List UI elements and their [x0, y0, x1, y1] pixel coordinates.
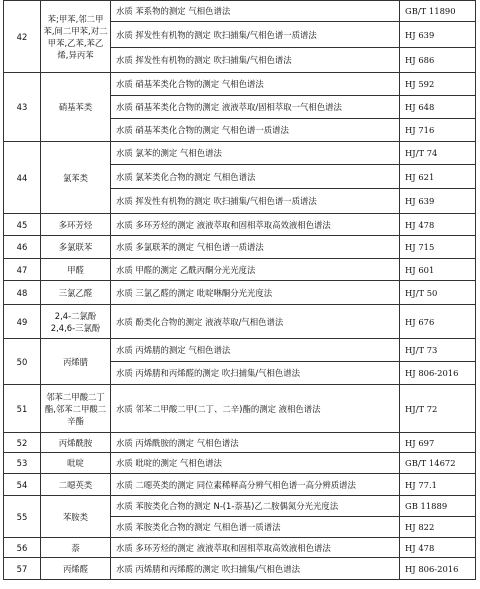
- standard-number-text: HJ 648: [405, 102, 435, 112]
- analysis-method: 水质 酚类化合物的测定 液液萃取/气相色谱法: [111, 305, 400, 339]
- analysis-method: 水质 二噁英类的测定 同位素稀释高分辨气相色谱一高分辨质谱法: [111, 474, 400, 496]
- table-row: [4, 259, 476, 281]
- pollutant-name: 吡啶: [41, 453, 111, 474]
- analysis-method: 水质 多环芳烃的测定 液液萃取和固相萃取高效液相色谱法: [111, 214, 400, 236]
- standard-number-text: HJ/T 73: [405, 345, 438, 355]
- standard-number: [400, 433, 476, 453]
- standard-number-text: HJ 592: [405, 79, 435, 89]
- item-number: 56: [4, 538, 41, 558]
- standard-number-text: HJ 716: [405, 125, 435, 135]
- table-row: [4, 385, 476, 433]
- standard-number: [400, 189, 476, 214]
- table-row: [4, 538, 476, 558]
- table-row: [4, 214, 476, 236]
- standard-number-text: HJ 806-2016: [405, 368, 459, 378]
- analysis-method: 水质 三氯乙醛的测定 吡啶啉酮分光光度法: [111, 281, 400, 305]
- standard-number-text: HJ 601: [405, 264, 435, 275]
- standard-number: [400, 1, 476, 22]
- item-number: 47: [4, 259, 41, 281]
- standard-number: [400, 96, 476, 119]
- table-row: [4, 281, 476, 305]
- analysis-method: 水质 多环芳烃的测定 液液萃取和固相萃取高效液相色谱法: [111, 538, 400, 558]
- standard-number-text: HJ 77.1: [405, 479, 437, 490]
- table-row: [4, 1, 476, 22]
- standard-number: [400, 165, 476, 189]
- pollutant-name: 多氯联苯: [41, 236, 111, 259]
- standard-number: [400, 305, 476, 339]
- analysis-method: 水质 丙烯腈和丙烯醛的测定 吹扫捕集/气相色谱法: [111, 558, 400, 580]
- standard-number-text: HJ 822: [405, 522, 435, 532]
- table-row: [4, 496, 476, 517]
- analysis-method: 水质 邻苯二甲酸二甲(二丁、二辛)酯的测定 液相色谱法: [111, 385, 400, 433]
- analysis-method: 水质 吡啶的测定 气相色谱法: [111, 453, 400, 474]
- analysis-method: 水质 氯苯的测定 气相色谱法: [111, 142, 400, 165]
- standard-number-text: HJ/T 50: [405, 287, 438, 298]
- table-row: [4, 73, 476, 96]
- standard-number: [400, 119, 476, 142]
- analysis-method: 水质 挥发性有机物的测定 吹扫捕集/气相色谱一质谱法: [111, 189, 400, 214]
- item-number: 57: [4, 558, 41, 580]
- pollutant-name: 多环芳烃: [41, 214, 111, 236]
- pollutant-name: 苯;甲苯,邻二甲苯,间二甲苯,对二甲苯,乙苯,苯乙烯,异丙苯: [41, 1, 111, 73]
- analysis-method: 水质 硝基苯类化合物的测定 气相色谱一质谱法: [111, 119, 400, 142]
- standard-number-text: HJ 697: [405, 437, 435, 448]
- standard-number: [400, 236, 476, 259]
- item-number: 53: [4, 453, 41, 474]
- item-number: 51: [4, 385, 41, 433]
- item-number: 45: [4, 214, 41, 236]
- item-number: 52: [4, 433, 41, 453]
- table-row: [4, 433, 476, 453]
- item-number: 55: [4, 496, 41, 538]
- standard-number-text: GB/T 14672: [405, 458, 456, 468]
- table-row: [4, 305, 476, 339]
- table-row: [4, 142, 476, 165]
- analysis-method: 水质 苯系物的测定 气相色谱法: [111, 1, 400, 22]
- table-row: [4, 474, 476, 496]
- analysis-method: 水质 硝基苯类化合物的测定 气相色谱法: [111, 73, 400, 96]
- analysis-method: 水质 氯苯类化合物的测定 气相色谱法: [111, 165, 400, 189]
- analysis-method: 水质 丙烯腈的测定 气相色谱法: [111, 339, 400, 362]
- standard-number: [400, 142, 476, 165]
- pollutant-name: 丙烯酰胺: [41, 433, 111, 453]
- standard-number-text: HJ 621: [405, 171, 435, 182]
- standards-table: [3, 0, 476, 580]
- standard-number: [400, 259, 476, 281]
- pollutant-name: 2,4-二氯酚 2,4,6-三氯酚: [41, 305, 111, 339]
- standard-number-text: HJ 686: [405, 55, 435, 65]
- item-number: 48: [4, 281, 41, 305]
- standard-number: [400, 281, 476, 305]
- item-number: 50: [4, 339, 41, 385]
- standard-number: [400, 385, 476, 433]
- standard-number: [400, 48, 476, 73]
- standard-number-text: HJ 639: [405, 29, 435, 40]
- analysis-method: 水质 多氯联苯的测定 气相色谱一质谱法: [111, 236, 400, 259]
- analysis-method: 水质 甲醛的测定 乙酰丙酮分光光度法: [111, 259, 400, 281]
- standard-number-text: HJ 478: [405, 542, 435, 553]
- pollutant-name: 二噁英类: [41, 474, 111, 496]
- table-row: [4, 339, 476, 362]
- standard-number-text: GB/T 11890: [405, 6, 456, 16]
- analysis-method: 水质 苯胺类化合物的测定 气相色谱一质谱法: [111, 517, 400, 538]
- item-number: 44: [4, 142, 41, 214]
- standard-number: [400, 362, 476, 385]
- table-row: [4, 453, 476, 474]
- standard-number: [400, 73, 476, 96]
- standard-number-text: HJ 639: [405, 196, 435, 206]
- item-number: 46: [4, 236, 41, 259]
- standard-number: [400, 474, 476, 496]
- standard-number-text: HJ/T 72: [405, 403, 438, 414]
- standard-number: [400, 214, 476, 236]
- analysis-method: 水质 硝基苯类化合物的测定 液液萃取/固相萃取一气相色谱法: [111, 96, 400, 119]
- standard-number: [400, 517, 476, 538]
- standard-number-text: HJ/T 74: [405, 148, 438, 158]
- pollutant-name: 邻苯二甲酸二丁酯,邻苯二甲酸二辛酯: [41, 385, 111, 433]
- table-row: [4, 236, 476, 259]
- standard-number: [400, 22, 476, 48]
- standard-number-text: HJ 478: [405, 219, 435, 230]
- standards-table-body: [4, 1, 476, 580]
- standard-number: [400, 339, 476, 362]
- analysis-method: 水质 挥发性有机物的测定 吹扫捕集/气相色谱法: [111, 48, 400, 73]
- pollutant-name: 丙烯腈: [41, 339, 111, 385]
- analysis-method: 水质 丙烯酰胺的测定 气相色谱法: [111, 433, 400, 453]
- item-number: 54: [4, 474, 41, 496]
- pollutant-name: 丙烯醛: [41, 558, 111, 580]
- standard-number: [400, 538, 476, 558]
- analysis-method: 水质 丙烯腈和丙烯醛的测定 吹扫捕集/气相色谱法: [111, 362, 400, 385]
- item-number: 43: [4, 73, 41, 142]
- standard-number-text: HJ 806-2016: [405, 563, 459, 574]
- analysis-method: 水质 挥发性有机物的测定 吹扫捕集/气相色谱一质谱法: [111, 22, 400, 48]
- standard-number: [400, 496, 476, 517]
- table-row: [4, 558, 476, 580]
- standard-number: [400, 558, 476, 580]
- pollutant-name: 氯苯类: [41, 142, 111, 214]
- pollutant-name: 苯胺类: [41, 496, 111, 538]
- standard-number-text: GB 11889: [405, 501, 448, 511]
- item-number: 42: [4, 1, 41, 73]
- standard-number-text: HJ 676: [405, 316, 435, 327]
- pollutant-name: 硝基苯类: [41, 73, 111, 142]
- standard-number-text: HJ 715: [405, 242, 435, 252]
- pollutant-name: 三氯乙醛: [41, 281, 111, 305]
- analysis-method: 水质 苯胺类化合物的测定 N-(1-萘基)乙二胺偶氮分光光度法: [111, 496, 400, 517]
- item-number: 49: [4, 305, 41, 339]
- pollutant-name: 萘: [41, 538, 111, 558]
- pollutant-name: 甲醛: [41, 259, 111, 281]
- standard-number: [400, 453, 476, 474]
